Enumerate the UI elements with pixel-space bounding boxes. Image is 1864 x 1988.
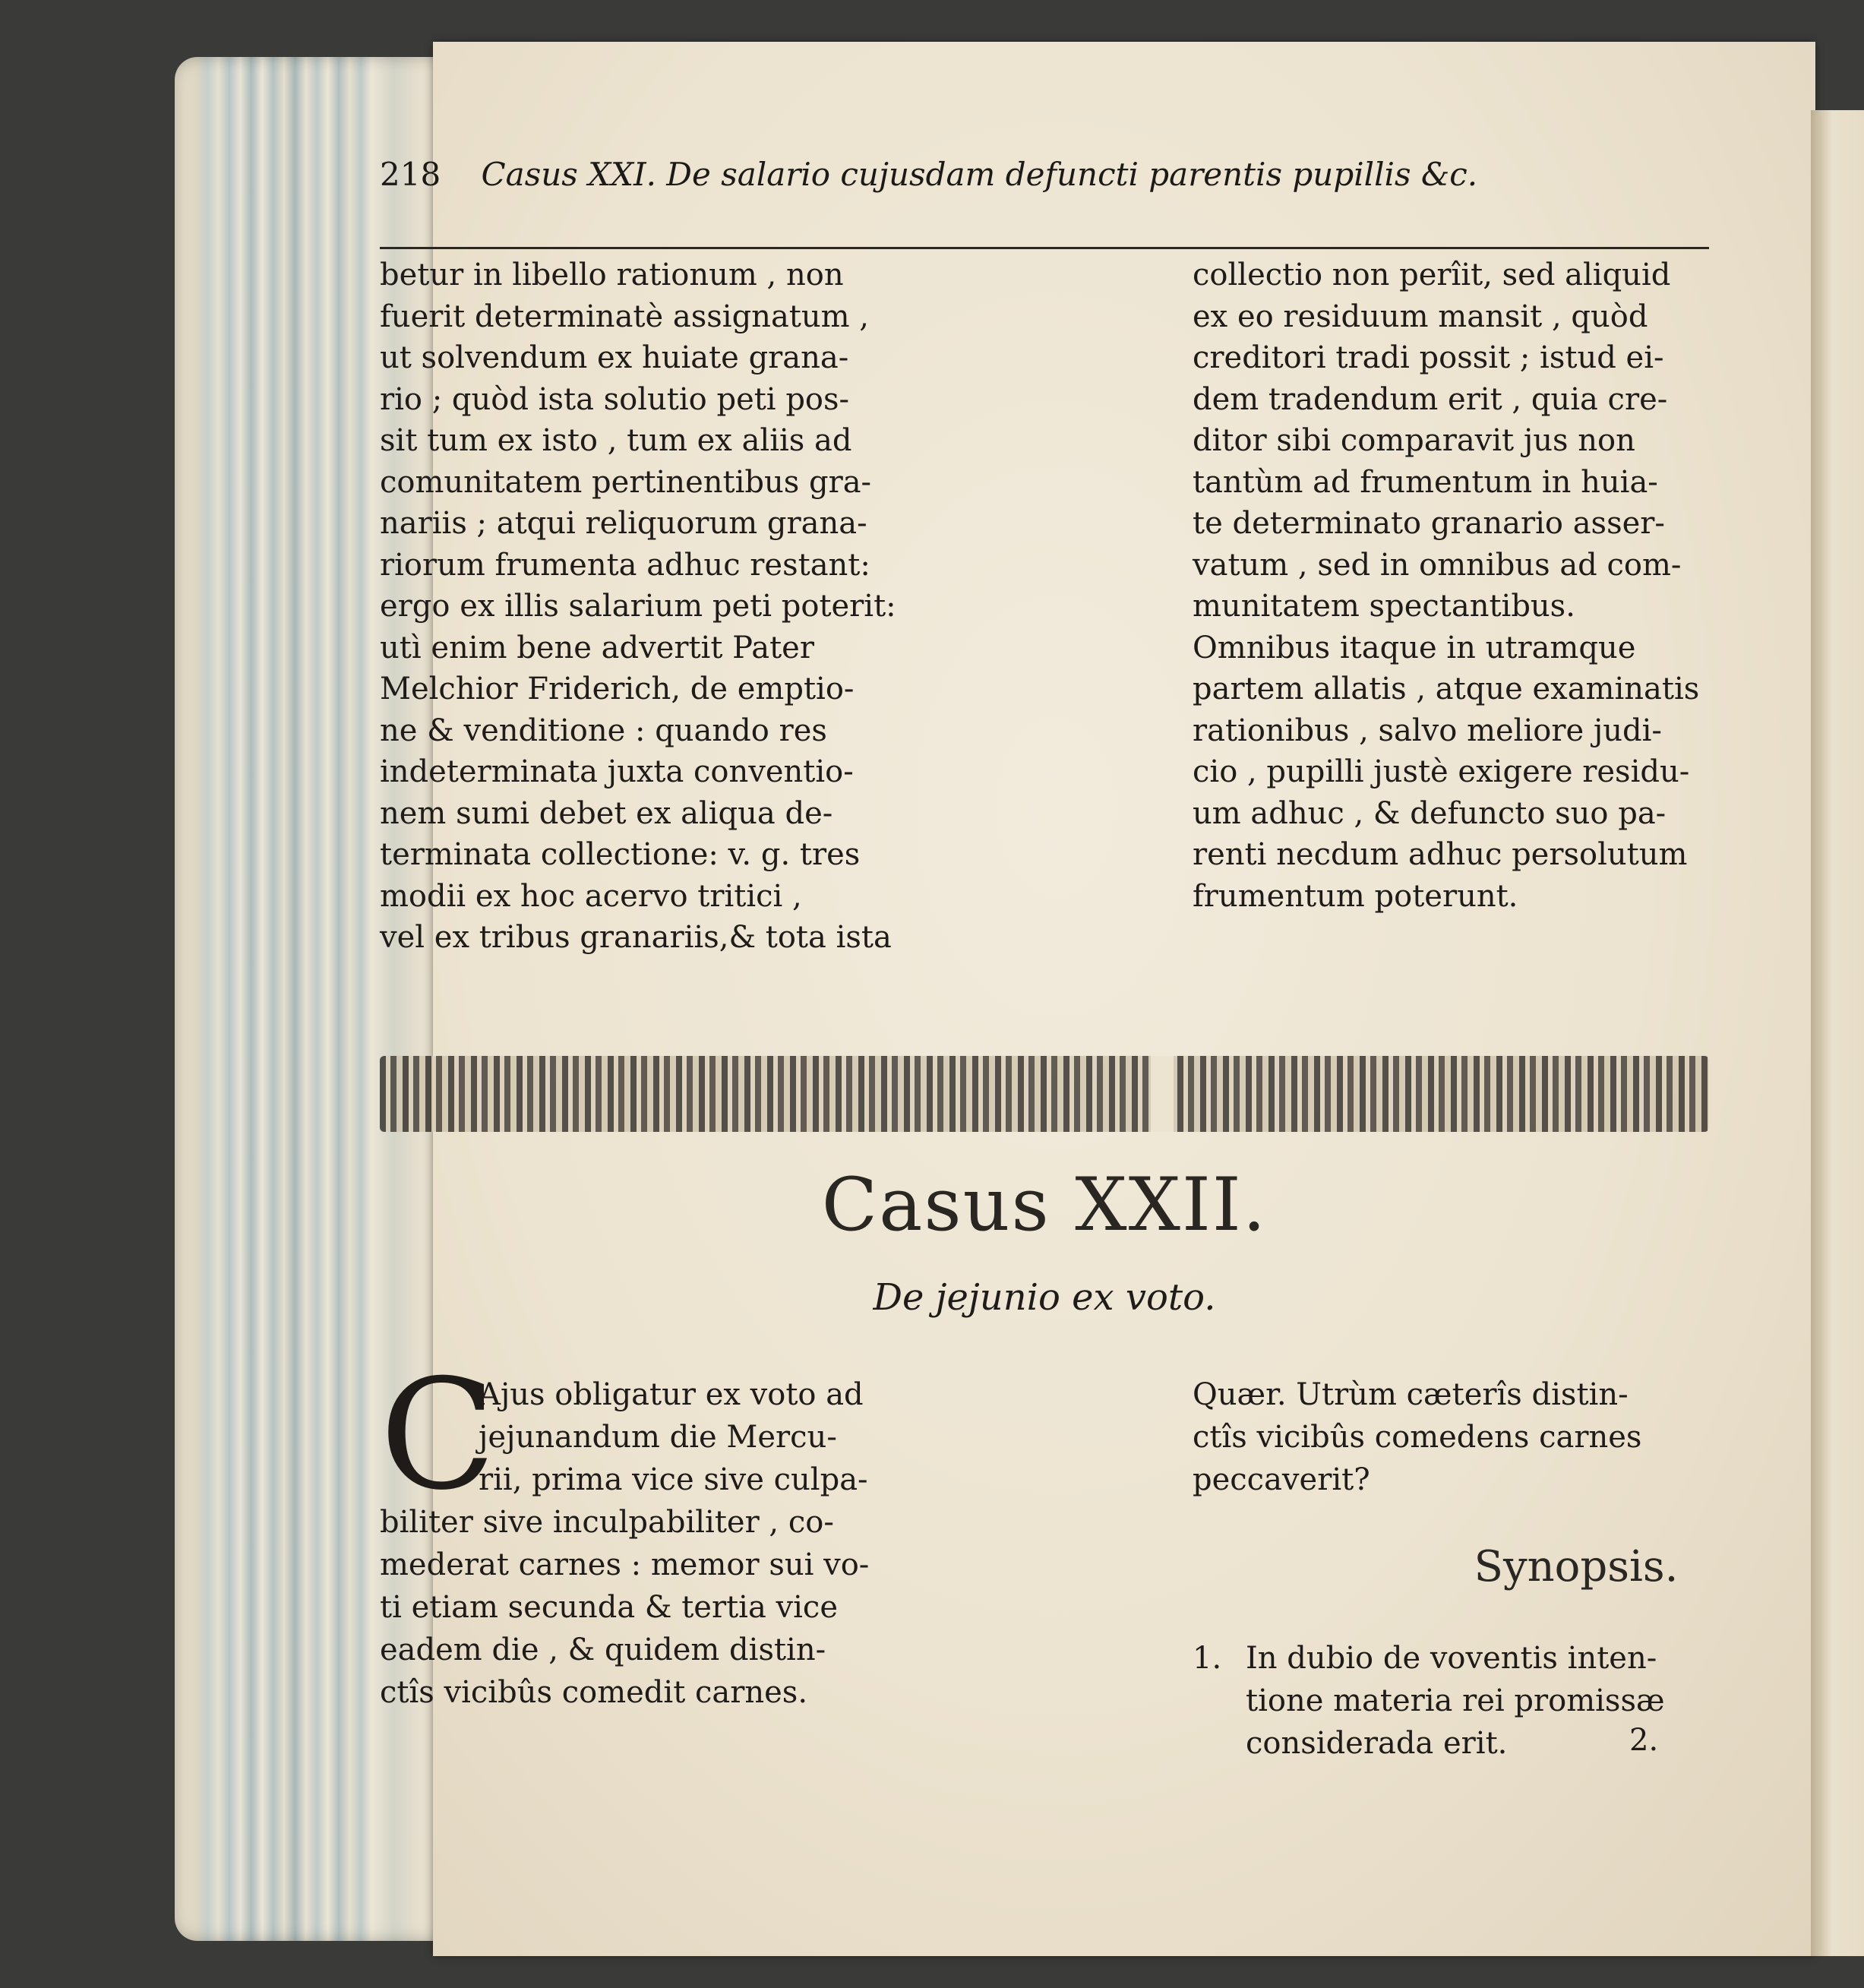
- text-line: ex eo residuum mansit , quòd: [1193, 299, 1648, 334]
- text-line: creditori tradi possit ; istud ei-: [1193, 340, 1664, 375]
- text-line: In dubio de voventis inten-: [1246, 1641, 1657, 1676]
- text-line: te determinato granario asser-: [1193, 506, 1665, 541]
- text-line: partem allatis , atque examinatis: [1193, 672, 1700, 706]
- text-line: dem tradendum erit , quia cre-: [1193, 381, 1668, 417]
- decorative-headpiece: [380, 1056, 1709, 1132]
- bottom-right-column: [1193, 1373, 1864, 1501]
- top-left-column: [380, 254, 1155, 959]
- synopsis-heading: Synopsis.: [1474, 1542, 1679, 1591]
- text-line: terminata collectione: v. g. tres: [380, 837, 861, 872]
- text-line: tantùm ad frumentum in huia-: [1193, 464, 1658, 500]
- text-line: nariis ; atqui reliquorum grana-: [380, 506, 867, 541]
- bottom-left-column: [380, 1373, 1155, 1714]
- chapter-subtitle: De jejunio ex voto.: [873, 1276, 1216, 1319]
- text-line: mederat carnes : memor sui vo-: [380, 1547, 870, 1582]
- text-line: considerada erit.: [1246, 1726, 1508, 1761]
- text-line: ditor sibi comparavit jus non: [1193, 423, 1635, 458]
- text-line: nem sumi debet ex aliqua de-: [380, 795, 833, 831]
- text-line: rii, prima vice sive culpa-: [479, 1462, 868, 1497]
- text-line: biliter sive inculpabiliter , co-: [380, 1505, 834, 1540]
- text-line: ctîs vicibûs comedens carnes: [1193, 1420, 1642, 1455]
- text-line: eadem die , & quidem distin-: [380, 1632, 826, 1667]
- text-line: frumentum poterunt.: [1193, 878, 1518, 914]
- synopsis-item-number: 1.: [1193, 1641, 1222, 1676]
- text-line: vel ex tribus granariis,& tota ista: [380, 920, 892, 955]
- running-title: Casus XXI. De salario cujusdam defuncti parentis pupillis &c.: [481, 156, 1478, 193]
- text-line: munitatem spectantibus.: [1193, 589, 1575, 624]
- text-line: Ajus obligatur ex voto ad: [479, 1377, 864, 1412]
- text-line: um adhuc , & defuncto suo pa-: [1193, 795, 1667, 831]
- text-line: renti necdum adhuc persolutum: [1193, 837, 1688, 872]
- text-line: sit tum ex isto , tum ex aliis ad: [380, 423, 852, 458]
- synopsis-item-text: [1246, 1637, 1864, 1765]
- running-header: [380, 156, 1694, 209]
- text-line: fuerit determinatè assignatum ,: [380, 299, 869, 334]
- text-line: utì enim bene advertit Pater: [380, 630, 814, 665]
- text-line: rationibus , salvo meliore judi-: [1193, 713, 1662, 748]
- text-line: ut solvendum ex huiate grana-: [380, 340, 849, 375]
- text-line: ti etiam secunda & tertia vice: [380, 1590, 838, 1625]
- text-line: indeterminata juxta conventio-: [380, 754, 854, 789]
- catchword: 2.: [1629, 1723, 1659, 1758]
- text-line: Quær. Utrùm cæterîs distin-: [1193, 1377, 1629, 1412]
- header-rule: [380, 247, 1709, 249]
- top-right-column: [1193, 254, 1864, 917]
- text-line: tione materia rei promissæ: [1246, 1683, 1665, 1718]
- text-line: modii ex hoc acervo tritici ,: [380, 878, 802, 914]
- page-number: 218: [380, 156, 441, 193]
- text-line: Omnibus itaque in utramque: [1193, 630, 1636, 665]
- text-line: cio , pupilli justè exigere residu-: [1193, 754, 1690, 789]
- text-line: jejunandum die Mercu-: [479, 1420, 837, 1455]
- text-line: comunitatem pertinentibus gra-: [380, 464, 872, 500]
- chapter-title: Casus XXII.: [821, 1162, 1268, 1247]
- text-line: collectio non perîit, sed aliquid: [1193, 258, 1671, 292]
- text-line: riorum frumenta adhuc restant:: [380, 547, 870, 583]
- text-line: peccaverit?: [1193, 1462, 1370, 1497]
- text-line: ne & venditione : quando res: [380, 713, 827, 748]
- drop-cap: C: [380, 1347, 497, 1524]
- text-line: vatum , sed in omnibus ad com-: [1193, 547, 1682, 583]
- text-line: betur in libello rationum , non: [380, 258, 844, 292]
- text-line: Melchior Friderich, de emptio-: [380, 672, 855, 706]
- text-line: ctîs vicibûs comedit carnes.: [380, 1675, 808, 1710]
- text-line: rio ; quòd ista solutio peti pos-: [380, 381, 850, 417]
- text-line: ergo ex illis salarium peti poterit:: [380, 589, 896, 624]
